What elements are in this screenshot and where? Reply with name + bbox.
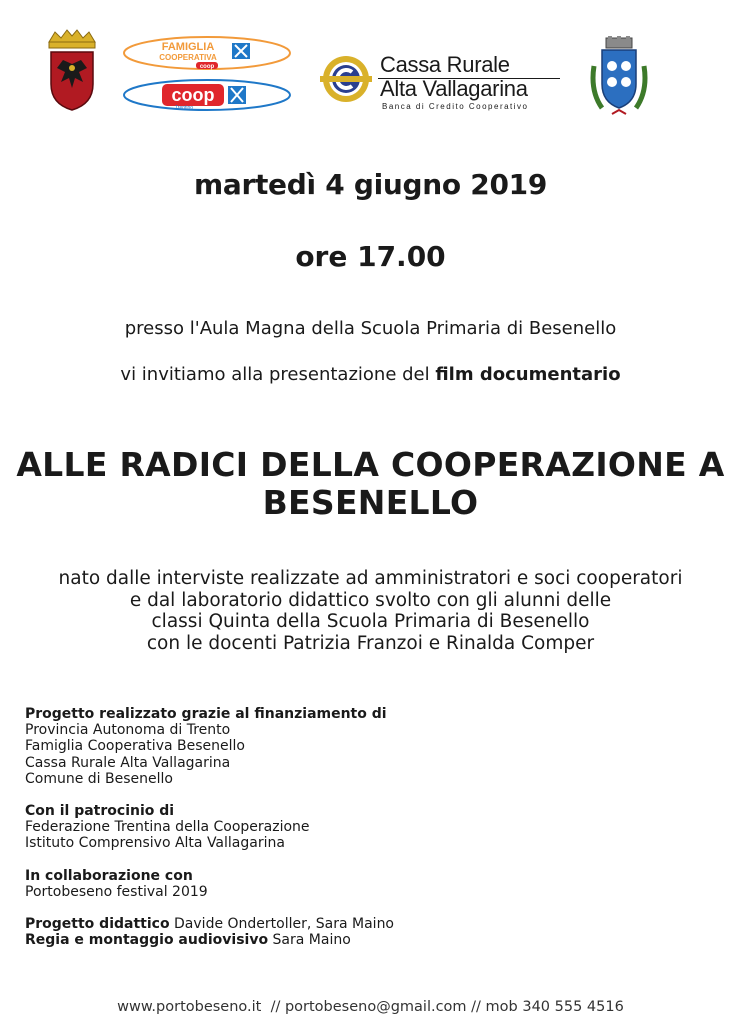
famiglia-cooperativa-logo bbox=[122, 35, 292, 71]
besenello-crest-icon bbox=[588, 36, 650, 118]
collaboration-item: Portobeseno festival 2019 bbox=[25, 883, 208, 900]
description-line: e dal laboratorio didattico svolto con gli alunni delle bbox=[129, 589, 612, 611]
funding-item: Provincia Autonoma di Trento bbox=[25, 722, 231, 739]
event-invite bbox=[0, 364, 741, 385]
coop-sub-text: Trentino bbox=[174, 105, 194, 111]
event-time: ore 17.00 bbox=[295, 240, 446, 273]
didactic-label: Progetto didattico bbox=[25, 916, 170, 933]
famiglia-text-1: FAMIGLIA bbox=[161, 41, 215, 53]
patronage-item: Istituto Comprensivo Alta Vallagarina bbox=[25, 835, 285, 852]
film-title-line-2: BESENELLO bbox=[262, 483, 479, 522]
funding-item: Cassa Rurale Alta Vallagarina bbox=[25, 754, 231, 771]
event-date: martedì 4 giugno 2019 bbox=[193, 168, 548, 201]
logo-header bbox=[0, 0, 741, 130]
invite-bold: film documentario bbox=[435, 364, 621, 385]
funding-group bbox=[25, 706, 394, 787]
didactic-credit bbox=[25, 916, 394, 932]
funding-item: Comune di Besenello bbox=[25, 770, 173, 787]
cassa-rurale-tagline: Banca di Credito Cooperativo bbox=[382, 102, 529, 111]
authors-group bbox=[25, 916, 394, 948]
patronage-heading: Con il patrocinio di bbox=[25, 803, 175, 820]
cassa-rurale-logo bbox=[316, 50, 566, 115]
direction-value: Sara Maino bbox=[268, 932, 351, 949]
description-line: classi Quinta della Scuola Primaria di Besenello bbox=[151, 611, 590, 632]
credits-section bbox=[25, 706, 394, 964]
direction-credit bbox=[25, 932, 394, 948]
didactic-value: Davide Ondertoller, Sara Maino bbox=[169, 916, 395, 933]
funding-heading: Progetto realizzato grazie al finanziamento di bbox=[25, 706, 387, 722]
collaboration-group bbox=[25, 868, 394, 900]
cassa-rurale-emblem-icon bbox=[316, 54, 376, 104]
invite-prefix: vi invitiamo alla presentazione del bbox=[120, 364, 436, 385]
famiglia-text-2: COOPERATIVA bbox=[159, 53, 217, 62]
cassa-rurale-name-line-1: Cassa Rurale bbox=[380, 52, 510, 77]
film-title-line-1: ALLE RADICI DELLA COOPERAZIONE A bbox=[16, 445, 725, 484]
coop-trentino-logo bbox=[122, 78, 292, 112]
patronage-group bbox=[25, 803, 394, 852]
film-title bbox=[0, 446, 741, 522]
funding-item: Famiglia Cooperativa Besenello bbox=[25, 738, 245, 755]
patronage-item: Federazione Trentina della Cooperazione bbox=[25, 819, 310, 836]
description-line: nato dalle interviste realizzate ad amministratori e soci cooperatori bbox=[58, 568, 683, 589]
direction-label: Regia e montaggio audiovisivo bbox=[25, 932, 269, 949]
coop-text: coop bbox=[171, 85, 215, 105]
event-venue: presso l'Aula Magna della Scuola Primaria di Besenello bbox=[124, 318, 617, 339]
description-line: con le docenti Patrizia Franzoi e Rinalda Comper bbox=[146, 632, 595, 654]
cassa-rurale-name-line-2: Alta Vallagarina bbox=[380, 76, 528, 101]
trentino-crest-icon bbox=[43, 28, 101, 112]
famiglia-sub-text: coop bbox=[199, 64, 215, 70]
film-description bbox=[0, 568, 741, 654]
collaboration-heading: In collaborazione con bbox=[25, 867, 193, 884]
footer-contacts: www.portobeseno.it // portobeseno@gmail.com // mob 340 555 4516 bbox=[117, 999, 624, 1015]
